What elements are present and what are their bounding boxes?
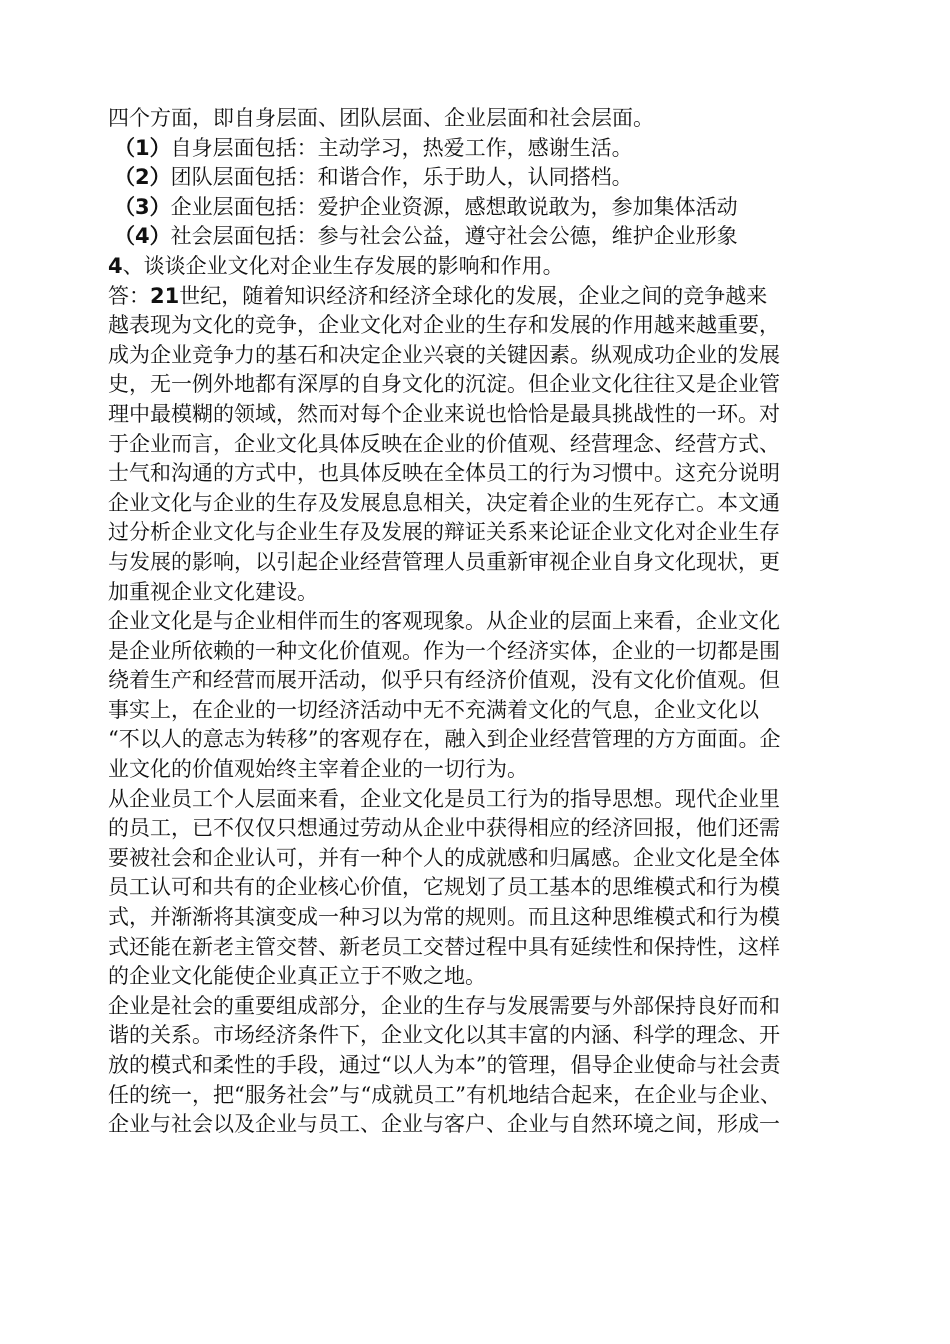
item-number: （1） xyxy=(114,135,171,160)
paragraph-line: 任的统一，把“服务社会”与“成就员工”有机地结合起来，在企业与企业、 xyxy=(108,1082,781,1107)
paragraph-line: “不以人的意志为转移”的客观存在，融入到企业经营管理的方方面面。企 xyxy=(108,727,781,752)
item-text: 自身层面包括：主动学习，热爱工作，感谢生活。 xyxy=(170,135,633,160)
document-page xyxy=(108,104,870,1140)
paragraph-line: 要被社会和企业认可，并有一种个人的成就感和归属感。企业文化是全体 xyxy=(108,845,780,870)
paragraph-line: 员工认可和共有的企业核心价值，它规划了员工基本的思维模式和行为模 xyxy=(108,875,780,900)
answer-line: 理中最模糊的领域，然而对每个企业来说也恰恰是最具挑战性的一环。对 xyxy=(108,401,780,426)
answer-line: 过分析企业文化与企业生存及发展的辩证关系来论证企业文化对企业生存 xyxy=(108,520,780,545)
paragraph-line: 式，并渐渐将其演变成一种习以为常的规则。而且这种思维模式和行为模 xyxy=(108,905,780,930)
answer-prefix: 答： xyxy=(108,283,150,308)
paragraph-line: 绕着生产和经营而展开活动，似乎只有经济价值观，没有文化价值观。但 xyxy=(108,668,780,693)
item-text: 企业层面包括：爱护企业资源，感想敢说敢为，参加集体活动 xyxy=(170,194,738,219)
list-item xyxy=(114,163,870,193)
answer-line: 士气和沟通的方式中，也具体反映在全体员工的行为习惯中。这充分说明 xyxy=(108,461,780,486)
answer-line: 加重视企业文化建设。 xyxy=(108,579,318,604)
paragraph-line: 事实上，在企业的一切经济活动中无不充满着文化的气息，企业文化以 xyxy=(108,697,759,722)
answer-line: 史，无一例外地都有深厚的自身文化的沉淀。但企业文化往往又是企业管 xyxy=(108,372,780,397)
list-item xyxy=(114,134,870,164)
answer-line: 越表现为文化的竞争，企业文化对企业的生存和发展的作用越来越重要， xyxy=(108,313,780,338)
paragraph-culture-phenomenon xyxy=(108,607,870,785)
paragraph-line: 企业是社会的重要组成部分，企业的生存与发展需要与外部保持良好而和 xyxy=(108,993,780,1018)
intro-line: 四个方面，即自身层面、团队层面、企业层面和社会层面。 xyxy=(108,106,654,130)
paragraph-line: 谐的关系。市场经济条件下，企业文化以其丰富的内涵、科学的理念、开 xyxy=(108,1023,780,1048)
century-number: 21 xyxy=(150,283,180,308)
paragraph-line: 是企业所依赖的一种文化价值观。作为一个经济实体，企业的一切都是围 xyxy=(108,638,780,663)
paragraph-society-level xyxy=(108,992,870,1140)
item-text: 社会层面包括：参与社会公益，遵守社会公德，维护企业形象 xyxy=(170,224,738,249)
answer-text: 世纪，随着知识经济和经济全球化的发展，企业之间的竞争越来 xyxy=(179,283,768,308)
question-heading xyxy=(108,252,870,282)
question-number: 4 xyxy=(108,253,123,278)
answer-line: 企业文化与企业的生存及发展息息相关，决定着企业的生死存亡。本文通 xyxy=(108,490,780,515)
paragraph-line: 业文化的价值观始终主宰着企业的一切行为。 xyxy=(108,757,528,782)
paragraph-line: 式还能在新老主管交替、新老员工交替过程中具有延续性和保持性，这样 xyxy=(108,934,780,959)
answer-line: 与发展的影响，以引起企业经营管理人员重新审视企业自身文化现状，更 xyxy=(108,549,780,574)
list-item xyxy=(114,193,870,223)
item-number: （3） xyxy=(114,194,171,219)
answer-line xyxy=(108,282,870,312)
answer-paragraph xyxy=(108,282,870,608)
paragraph-line: 的企业文化能使企业真正立于不败之地。 xyxy=(108,964,486,989)
list-item xyxy=(114,222,870,252)
paragraph-line: 放的模式和柔性的手段，通过“以人为本”的管理，倡导企业使命与社会责 xyxy=(108,1053,781,1077)
paragraph-employee-level xyxy=(108,785,870,992)
paragraph-line: 企业与社会以及企业与员工、企业与客户、企业与自然环境之间，形成一 xyxy=(108,1112,780,1137)
item-number: （2） xyxy=(114,165,171,190)
answer-line: 于企业而言，企业文化具体反映在企业的价值观、经营理念、经营方式、 xyxy=(108,431,780,456)
answer-line: 成为企业竞争力的基石和决定企业兴衰的关键因素。纵观成功企业的发展 xyxy=(108,342,780,367)
item-number: （4） xyxy=(114,224,171,249)
paragraph-line: 的员工，已不仅仅只想通过劳动从企业中获得相应的经济回报，他们还需 xyxy=(108,816,780,841)
question-text: 、谈谈企业文化对企业生存发展的影响和作用。 xyxy=(122,253,564,278)
paragraph-line: 从企业员工个人层面来看，企业文化是员工行为的指导思想。现代企业里 xyxy=(108,786,780,811)
paragraph-line: 企业文化是与企业相伴而生的客观现象。从企业的层面上来看，企业文化 xyxy=(108,609,780,634)
item-text: 团队层面包括：和谐合作，乐于助人，认同搭档。 xyxy=(170,165,633,190)
